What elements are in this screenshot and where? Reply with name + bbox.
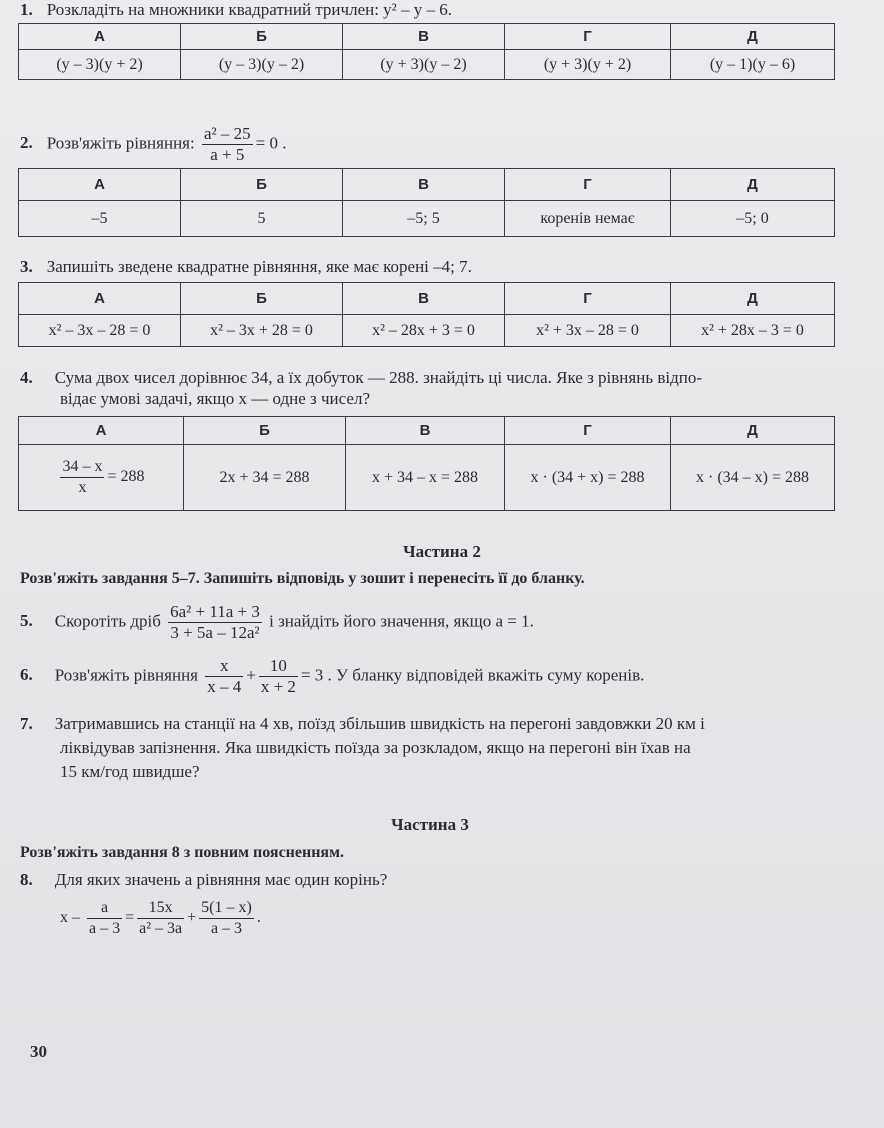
part-3-instruction: Розв'яжіть завдання 8 з повним поясненням. — [20, 844, 344, 861]
header-a: А — [19, 283, 181, 315]
q2-answer-g: коренів немає — [505, 201, 671, 237]
question-6 — [20, 656, 644, 697]
question-4-answer-table — [18, 416, 835, 511]
q3-answer-b: x² – 3x + 28 = 0 — [181, 315, 343, 347]
question-5-pre: Скоротіть дріб — [54, 611, 161, 631]
part-2-instruction: Розв'яжіть завдання 5–7. Запишіть відповідь у зошит і перенесіть її до бланку. — [20, 570, 585, 587]
equation-fraction-2 — [137, 898, 184, 939]
q3-answer-a: x² – 3x – 28 = 0 — [19, 315, 181, 347]
question-7-number: 7. — [20, 714, 33, 733]
question-3-text: Запишіть зведене квадратне рівняння, яке має корені –4; 7. — [46, 257, 472, 276]
question-3-answer-table — [18, 282, 835, 347]
question-7-line-1 — [20, 714, 705, 734]
question-5-post: і знайдіть його значення, якщо a = 1. — [269, 611, 534, 631]
question-2-text: Розв'яжіть рівняння: — [46, 133, 195, 153]
page-number: 30 — [30, 1042, 47, 1061]
question-2-number: 2. — [20, 133, 33, 153]
header-v: В — [343, 169, 505, 201]
part-3-title: Частина 3 — [391, 815, 469, 834]
header-v: В — [343, 24, 505, 50]
question-8-number: 8. — [20, 870, 33, 889]
question-6-pre: Розв'яжіть рівняння — [54, 665, 198, 685]
fraction-numerator: a² – 25 — [203, 124, 251, 143]
question-1-answer-table — [18, 23, 835, 80]
q2-answer-b: 5 — [181, 201, 343, 237]
question-2 — [20, 124, 286, 165]
fraction-denominator: x + 2 — [260, 677, 296, 696]
question-3-number: 3. — [20, 257, 33, 276]
fraction-numerator: a — [87, 898, 122, 919]
fraction-denominator: x – 4 — [207, 677, 242, 696]
question-6-number: 6. — [20, 665, 33, 685]
header-b: Б — [184, 417, 346, 445]
header-d: Д — [671, 283, 835, 315]
header-v: В — [343, 283, 505, 315]
fraction-numerator: 10 — [259, 656, 298, 677]
q4-answer-a-rhs: = 288 — [107, 468, 145, 486]
question-8-text: Для яких значень a рівняння має один корінь? — [54, 870, 388, 889]
header-a: А — [19, 24, 181, 50]
question-4-line-1 — [20, 368, 702, 388]
equation-x: x – — [60, 909, 80, 927]
q4-answer-a-fraction — [60, 457, 104, 498]
fraction-denominator: x — [78, 479, 87, 496]
question-7-line-3: 15 км/год швидше? — [60, 762, 200, 781]
q2-answer-d: –5; 0 — [671, 201, 835, 237]
part-2-title: Частина 2 — [403, 542, 481, 561]
question-6-fraction-1 — [205, 656, 243, 697]
fraction-denominator: a + 5 — [210, 145, 245, 164]
q2-answer-v: –5; 5 — [343, 201, 505, 237]
fraction-numerator: 5(1 – x) — [199, 898, 254, 919]
q1-answer-a: (y – 3)(y + 2) — [19, 50, 181, 80]
question-6-post: = 3 . У бланку відповідей вкажіть суму коренів. — [300, 665, 645, 685]
q1-answer-d: (y – 1)(y – 6) — [671, 50, 835, 80]
q4-answer-a — [19, 445, 184, 511]
question-4-line-2: відає умові задачі, якщо x — одне з чисел? — [60, 389, 370, 408]
header-g: Г — [505, 24, 671, 50]
q4-answer-v: x + 34 – x = 288 — [346, 445, 505, 511]
header-d: Д — [671, 417, 835, 445]
equals-sign: = — [125, 909, 135, 927]
q4-answer-b: 2x + 34 = 288 — [184, 445, 346, 511]
question-4-number: 4. — [20, 368, 33, 387]
q1-answer-b: (y – 3)(y – 2) — [181, 50, 343, 80]
header-d: Д — [671, 24, 835, 50]
fraction-denominator: 3 + 5a – 12a² — [170, 623, 260, 642]
q4-answer-d: x · (34 – x) = 288 — [671, 445, 835, 511]
fraction-numerator: 15x — [137, 898, 184, 919]
header-g: Г — [505, 417, 671, 445]
header-b: Б — [181, 169, 343, 201]
q1-answer-v: (y + 3)(y – 2) — [343, 50, 505, 80]
fraction-denominator: a – 3 — [210, 920, 243, 937]
q3-answer-d: x² + 28x – 3 = 0 — [671, 315, 835, 347]
question-2-rhs: = 0 . — [255, 133, 287, 153]
q4-answer-g: x · (34 + x) = 288 — [505, 445, 671, 511]
question-7-line-2: ліквідував запізнення. Яка швидкість поїзда за розкладом, якщо на перегоні він їхав на — [60, 738, 691, 757]
question-6-fraction-2 — [259, 656, 298, 697]
header-b: Б — [181, 24, 343, 50]
equation-fraction-3 — [199, 898, 254, 939]
fraction-denominator: a – 3 — [89, 920, 121, 937]
question-8-equation — [60, 898, 261, 939]
plus-sign: + — [187, 909, 197, 927]
fraction-numerator: 34 – x — [60, 457, 104, 478]
question-1 — [20, 0, 452, 20]
equation-end: . — [256, 909, 261, 927]
fraction-numerator: x — [205, 656, 243, 677]
plus-sign: + — [246, 665, 256, 685]
header-v: В — [346, 417, 505, 445]
equation-fraction-1 — [87, 898, 122, 939]
question-3 — [20, 257, 472, 277]
header-b: Б — [181, 283, 343, 315]
q2-answer-a: –5 — [19, 201, 181, 237]
fraction-numerator: 6a² + 11a + 3 — [170, 602, 260, 621]
q3-answer-v: x² – 28x + 3 = 0 — [343, 315, 505, 347]
header-a: А — [19, 169, 181, 201]
q1-answer-g: (y + 3)(y + 2) — [505, 50, 671, 80]
header-a: А — [19, 417, 184, 445]
question-8 — [20, 870, 387, 890]
question-2-answer-table — [18, 168, 835, 237]
question-1-number: 1. — [20, 0, 33, 19]
header-d: Д — [671, 169, 835, 201]
question-2-fraction — [202, 124, 253, 165]
fraction-denominator: a² – 3a — [139, 920, 183, 937]
question-5-number: 5. — [20, 611, 33, 631]
question-5 — [20, 602, 534, 643]
header-g: Г — [505, 169, 671, 201]
question-4-text-1: Сума двох чисел дорівнює 34, а їх добуток — 288. знайдіть ці числа. Яке з рівнянь відпо- — [54, 368, 702, 387]
q3-answer-g: x² + 3x – 28 = 0 — [505, 315, 671, 347]
question-5-fraction — [168, 602, 262, 643]
question-1-text: Розкладіть на множники квадратний тричлен: y² – y – 6. — [46, 0, 453, 19]
question-7-text-1: Затримавшись на станції на 4 хв, поїзд збільшив швидкість на перегоні завдовжки 20 км і — [54, 714, 705, 733]
header-g: Г — [505, 283, 671, 315]
